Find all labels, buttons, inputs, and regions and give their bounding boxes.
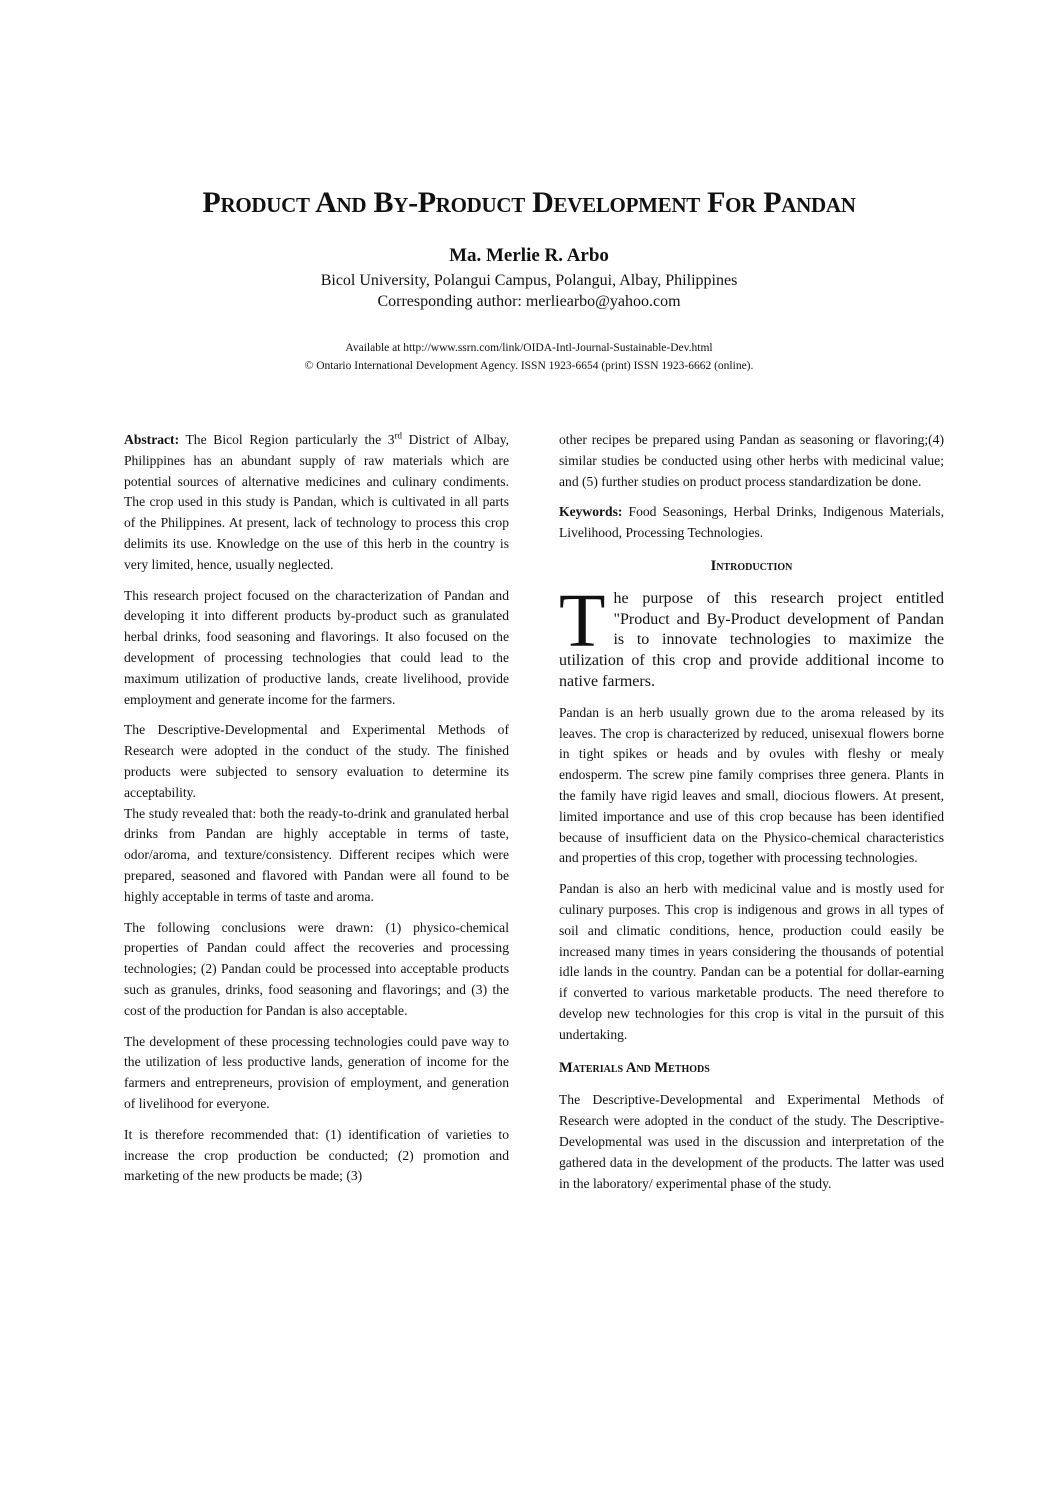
abstract-paragraph	[124, 430, 509, 576]
abstract-paragraph-4: The study revealed that: both the ready-to-drink and granulated herbal drinks from Pandan are highly acceptable in terms of taste, odor/aroma, and texture/consistency. Different recipes which were prepared, seasoned and flavored with Pandan were all found to be highly acceptable in terms of taste and aroma.	[124, 805, 509, 904]
availability-url: Available at http://www.ssrn.com/link/OIDA-Intl-Journal-Sustainable-Dev.html	[345, 342, 713, 354]
keywords-paragraph	[559, 502, 944, 544]
abstract-paragraph-2: This research project focused on the characterization of Pandan and developing it into different products by-product such as granulated herbal drinks, food seasoning and flavorings. It also focused on the development of processing technologies that could lead to the maximum utilization of productive lands, create livelihood, provide employment and generate income for the farmers.	[124, 587, 509, 707]
abstract-paragraph-7-continued: other recipes be prepared using Pandan as seasoning or flavoring;(4) similar studies be conducted using other herbs with medicinal value; and (5) further studies on product process standardization be done.	[559, 432, 944, 489]
author-name: Ma. Merlie R. Arbo	[449, 245, 609, 266]
abstract-text-cont: District of Albay, Philippines has an abundant supply of raw materials which are potential sources of alternative medicines and culinary condiments. The crop used in this study is Pandan, which is cultivated in all parts of the Philippines. At present, lack of technology to process this crop delimits its use. Knowledge on the use of this herb in the country is very limited, hence, usually neglected.	[124, 432, 510, 572]
introduction-paragraph-2: Pandan is an herb usually grown due to the aroma released by its leaves. The crop is characterized by reduced, unisexual flowers borne in tight spikes or heads and by ovules with fleshy or mealy endosperm. The screw pine family comprises three genera. Plants in the family have rigid leaves and small, diocious flowers. At present, limited importance and use of this crop because has been identified because of insufficient data on the Physico-chemical characteristics and properties of this crop, together with processing technologies.	[559, 704, 944, 866]
abstract-paragraph-5: The following conclusions were drawn: (1) physico-chemical properties of Pandan could affect the recoveries and processing technologies; (2) Pandan could be processed into acceptable products such as granules, drinks, food seasoning and flavorings; and (3) the cost of the production for Pandan is also acceptable.	[124, 919, 509, 1018]
drop-cap: T	[559, 578, 606, 663]
ordinal-superscript: rd	[394, 430, 403, 441]
keywords-label: Keywords:	[559, 504, 623, 520]
abstract-paragraph-6: The development of these processing technologies could pave way to the utilization of less productive lands, generation of income for the farmers and entrepreneurs, provision of employment, and generation of livelihood for everyone.	[124, 1033, 509, 1111]
methods-heading: Materials And Methods	[559, 1059, 710, 1076]
paper-title: Product And By-Product Development For Pandan	[202, 186, 856, 219]
introduction-lead-text: he purpose of this research project entitled "Product and By-Product development of Pandan is to innovate technologies to maximize the utilization of this crop and provide additional income to native farmers.	[559, 589, 944, 690]
abstract-label: Abstract:	[124, 432, 180, 447]
methods-paragraph: The Descriptive-Developmental and Experimental Methods of Research were adopted in the conduct of the study. The Descriptive-Developmental was used in the discussion and interpretation of the gathered data in the development of the products. The latter was used in the laboratory/ experimental phase of the study.	[559, 1092, 944, 1191]
abstract-text: The Bicol Region particularly the 3	[179, 432, 395, 447]
abstract-paragraph-7: It is therefore recommended that: (1) identification of varieties to increase the crop production be conducted; (2) promotion and marketing of the new products be made; (3)	[124, 1126, 509, 1184]
introduction-paragraph-3: Pandan is also an herb with medicinal value and is mostly used for culinary purposes. This crop is indigenous and grows in all types of soil and climatic conditions, hence, production could easily be increased many times in years considering the thousands of potential idle lands in the country. Pandan can be a potential for dollar-earning if converted to various marketable products. The need therefore to develop new technologies for this crop is vital in the pursuit of this undertaking.	[559, 881, 944, 1042]
left-column	[124, 430, 509, 1197]
introduction-lead-paragraph	[559, 578, 944, 693]
copyright-notice: © Ontario International Development Agency. ISSN 1923-6654 (print) ISSN 1923-6662 (online).	[304, 360, 754, 372]
abstract-paragraph-3: The Descriptive-Developmental and Experimental Methods of Research were adopted in the conduct of the study. The finished products were subjected to sensory evaluation to determine its acceptability.	[124, 722, 509, 800]
availability-block	[0, 339, 1058, 375]
introduction-heading: Introduction	[710, 557, 793, 574]
right-column	[559, 430, 944, 1204]
keywords-text: Food Seasonings, Herbal Drinks, Indigenous Materials, Livelihood, Processing Technologies.	[559, 504, 944, 541]
corresponding-author: Corresponding author: merliearbo@yahoo.com	[377, 293, 681, 310]
affiliation-block	[0, 270, 1058, 312]
affiliation: Bicol University, Polangui Campus, Polangui, Albay, Philippines	[320, 272, 738, 289]
